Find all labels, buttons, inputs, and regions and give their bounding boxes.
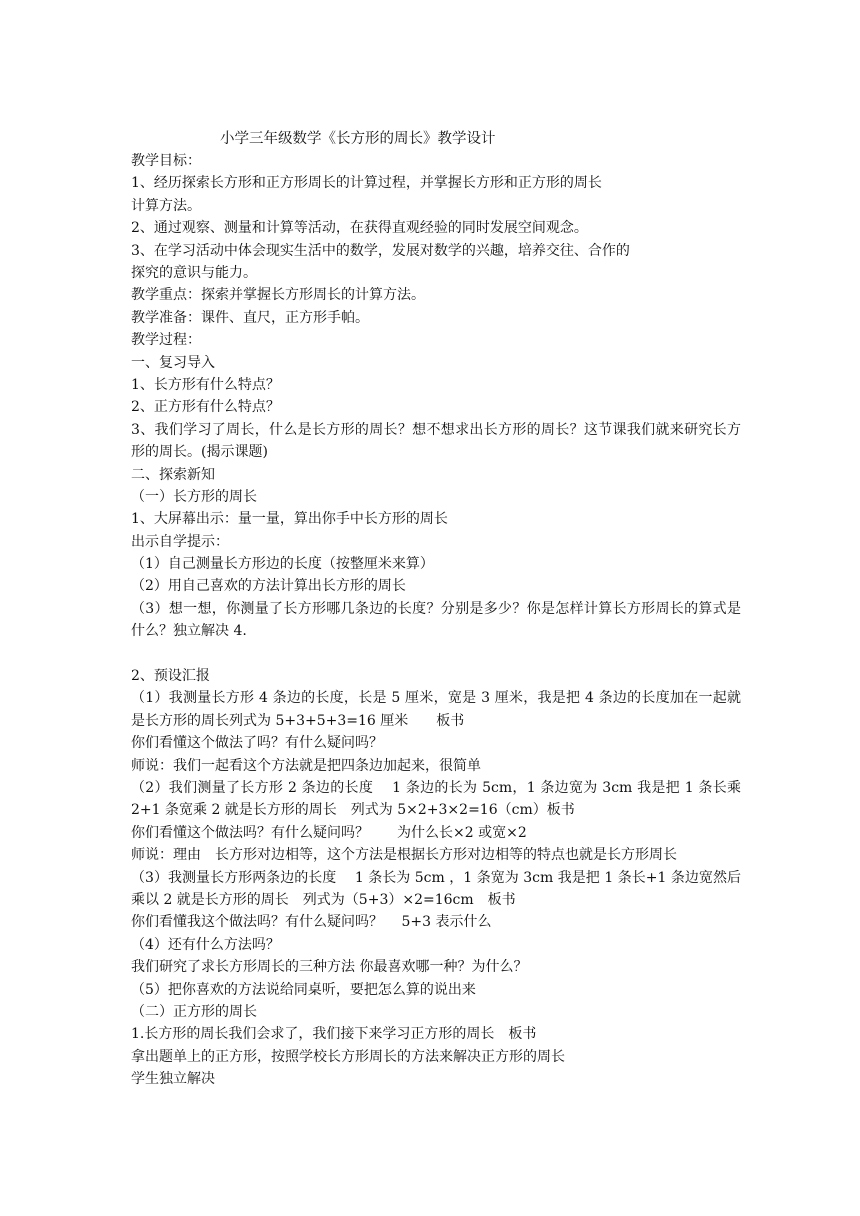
text-line: 学生独立解决 <box>131 1071 215 1088</box>
text-line: 你们看懂这个做法吗？有什么疑问吗？ 为什么长×2 或宽×2 <box>131 824 527 841</box>
text-line: 出示自学提示： <box>131 533 229 550</box>
text-line: 3、在学习活动中体会现实生活中的数学，发展对数学的兴趣，培养交往、合作的 <box>131 242 630 259</box>
text-line: 1.长方形的周长我们会求了，我们接下来学习正方形的周长 板书 <box>131 1026 537 1043</box>
subsection-heading: （二）正方形的周长 <box>131 1004 257 1020</box>
text-line: 你们看懂我这个做法吗？有什么疑问吗？ 5+3 表示什么 <box>131 914 492 931</box>
text-line: 2、通过观察、测量和计算等活动，在获得直观经验的同时发展空间观念。 <box>131 220 588 237</box>
text-line: 2、预设汇报 <box>131 668 210 685</box>
text-paragraph: 3、我们学习了周长，什么是长方形的周长？想不想求出长方形的周长？这节课我们就来研究长方形的周长。(揭示课题) <box>131 421 741 461</box>
text-paragraph: （3）我测量长方形两条边的长度 1 条长为 5cm ，1 条宽为 3cm 我是把 1 条长+1 条边宽然后乘以 2 就是长方形的周长 列式为（5+3）×2=16cm 板书 <box>131 869 741 909</box>
text-line: 1、大屏幕出示：量一量，算出你手中长方形的周长 <box>131 511 448 528</box>
text-line: 计算方法。 <box>131 197 201 214</box>
text-line: （1）自己测量长方形边的长度（按整厘米来算） <box>131 556 434 573</box>
text-line: 1、长方形有什么特点？ <box>131 376 280 393</box>
text-paragraph: （1）我测量长方形 4 条边的长度，长是 5 厘米，宽是 3 厘米，我是把 4 条边的长度加在一起就是长方形的周长列式为 5+3+5+3=16 厘米 板书 <box>131 690 741 729</box>
section-heading: 一、复习导入 <box>131 354 215 371</box>
text-paragraph: （3）想一想，你测量了长方形哪几条边的长度？分别是多少？你是怎样计算长方形周长的算式是什么？独立解决 4. <box>131 600 741 640</box>
text-line: 教学准备：课件、直尺，正方形手帕。 <box>131 309 369 326</box>
section-heading: 二、探索新知 <box>131 466 215 483</box>
text-line: （5）把你喜欢的方法说给同桌听，要把怎么算的说出来 <box>131 981 476 998</box>
blank-line <box>131 643 741 665</box>
text-line: 教学重点：探索并掌握长方形周长的计算方法。 <box>131 287 425 304</box>
text-line: 2、正方形有什么特点？ <box>131 399 280 416</box>
text-line: 我们研究了求长方形周长的三种方法 你最喜欢哪一种？为什么？ <box>131 959 528 976</box>
text-paragraph: （2）我们测量了长方形 2 条边的长度 1 条边的长为 5cm，1 条边宽为 3cm 我是把 1 条长乘 2+1 条宽乘 2 就是长方形的周长 列式为 5×2+3×2=16（cm）板书 <box>131 780 741 819</box>
text-line: 教学过程： <box>131 332 201 349</box>
text-line: 师说：理由 长方形对边相等，这个方法是根据长方形对边相等的特点也就是长方形周长 <box>131 847 677 864</box>
text-line: （4）还有什么方法吗？ <box>131 936 280 953</box>
text-line: 你们看懂这个做法了吗？有什么疑问吗？ <box>131 735 383 752</box>
text-line: 拿出题单上的正方形，按照学校长方形周长的方法来解决正方形的周长 <box>131 1048 565 1065</box>
document-title: 小学三年级数学《长方形的周长》教学设计 <box>220 131 496 147</box>
text-line: 师说：我们一起看这个方法就是把四条边加起来，很简单 <box>131 757 481 774</box>
text-line: 1、经历探索长方形和正方形周长的计算过程，并掌握长方形和正方形的周长 <box>131 175 602 192</box>
text-line: 探究的意识与能力。 <box>131 264 257 281</box>
document-body <box>131 128 741 1091</box>
text-line: （2）用自己喜欢的方法计算出长方形的周长 <box>131 578 406 595</box>
subsection-heading: （一）长方形的周长 <box>131 488 257 505</box>
text-line: 教学目标： <box>131 153 201 169</box>
